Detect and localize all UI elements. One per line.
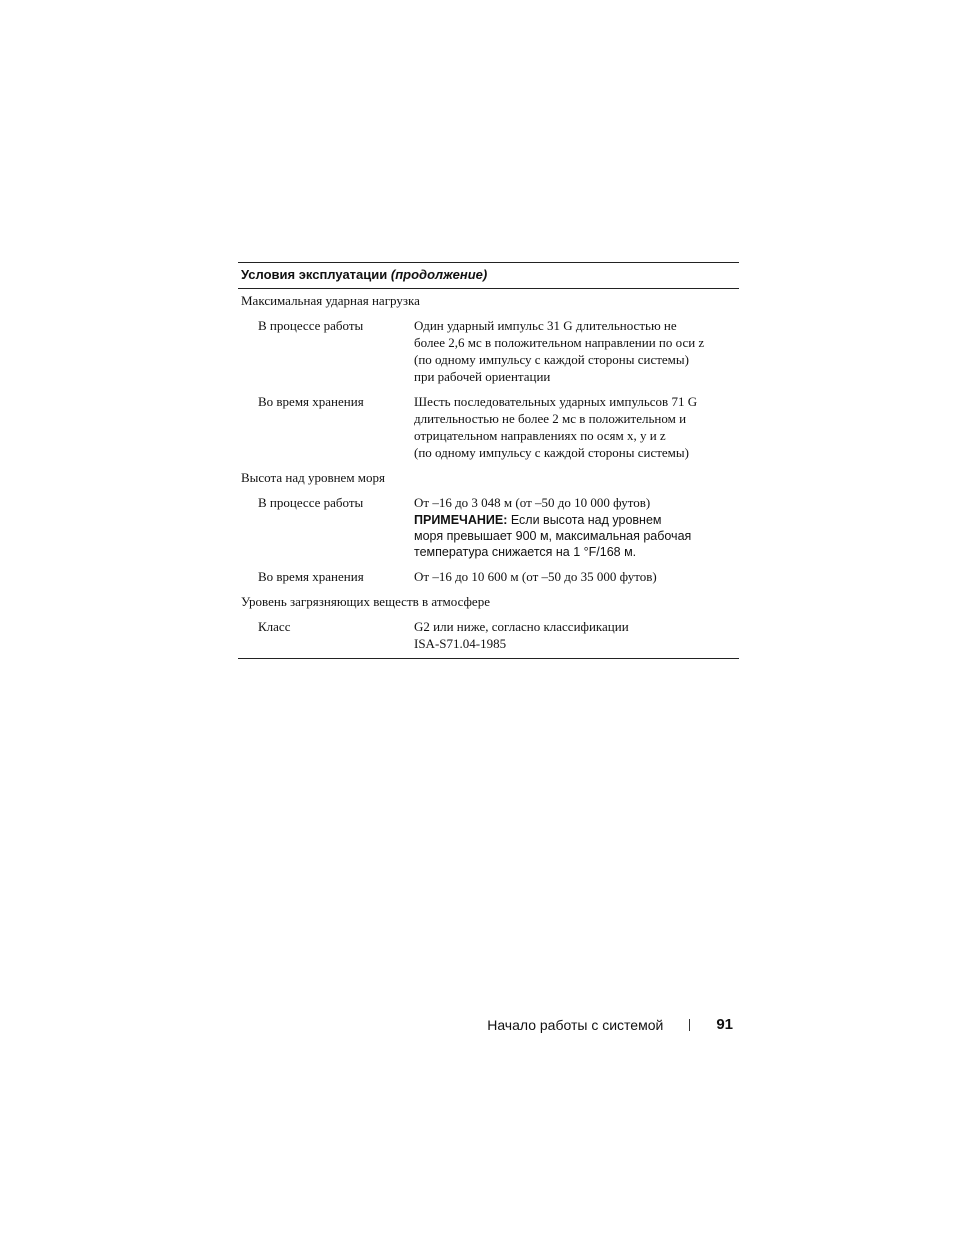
section-heading: Уровень загрязняющих веществ в атмосфере — [241, 594, 490, 609]
value-line: (по одному импульсу с каждой стороны системы) — [414, 352, 689, 367]
value-line: Шесть последовательных ударных импульсов 71 G — [414, 394, 698, 409]
value-line: (по одному импульсу с каждой стороны системы) — [414, 445, 689, 460]
row-value — [414, 494, 739, 560]
specifications-table — [238, 262, 739, 659]
value-line: более 2,6 мс в положительном направлении по оси z — [414, 335, 705, 350]
row-label: В процессе работы — [258, 318, 364, 333]
note-block — [414, 512, 735, 560]
row-value — [414, 568, 739, 585]
section-heading: Максимальная ударная нагрузка — [241, 293, 420, 308]
section-altitude — [238, 461, 739, 585]
table-row — [238, 494, 739, 560]
value-line: От –16 до 10 600 м (от –50 до 35 000 футов) — [414, 569, 657, 584]
note-text: моря превышает 900 м, максимальная рабочая — [414, 529, 692, 543]
table-row — [238, 568, 739, 585]
value-line: отрицательном направлениях по осям x, y и z — [414, 428, 666, 443]
page-number: 91 — [716, 1016, 733, 1033]
value-line: при рабочей ориентации — [414, 369, 551, 384]
note-text: температура снижается на 1 °F/168 м. — [414, 545, 637, 559]
value-line: G2 или ниже, согласно классификации — [414, 619, 629, 634]
row-value — [414, 393, 739, 461]
value-line: ISA-S71.04-1985 — [414, 636, 507, 651]
section-heading: Высота над уровнем моря — [241, 470, 386, 485]
table-title — [238, 263, 739, 289]
section-contaminants — [238, 585, 739, 658]
row-label: Класс — [258, 619, 291, 634]
footer-separator — [689, 1019, 690, 1031]
row-value — [414, 618, 739, 652]
page-footer — [487, 1016, 733, 1033]
value-line: Один ударный импульс 31 G длительностью не — [414, 318, 677, 333]
value-line: От –16 до 3 048 м (от –50 до 10 000 футов) — [414, 495, 651, 510]
note-text: Если высота над уровнем — [507, 513, 662, 527]
row-value — [414, 317, 739, 385]
note-label: ПРИМЕЧАНИЕ: — [414, 513, 508, 527]
table-title-text: Условия эксплуатации — [241, 267, 388, 282]
row-label: Во время хранения — [258, 394, 364, 409]
footer-section-title: Начало работы с системой — [487, 1016, 664, 1033]
table-title-continued: (продолжение) — [390, 267, 488, 282]
value-line: длительностью не более 2 мс в положительном и — [414, 411, 687, 426]
section-max-shock — [238, 289, 739, 461]
table-row — [238, 393, 739, 461]
table-row — [238, 317, 739, 385]
row-label: В процессе работы — [258, 495, 364, 510]
table-row — [238, 618, 739, 652]
row-label: Во время хранения — [258, 569, 364, 584]
